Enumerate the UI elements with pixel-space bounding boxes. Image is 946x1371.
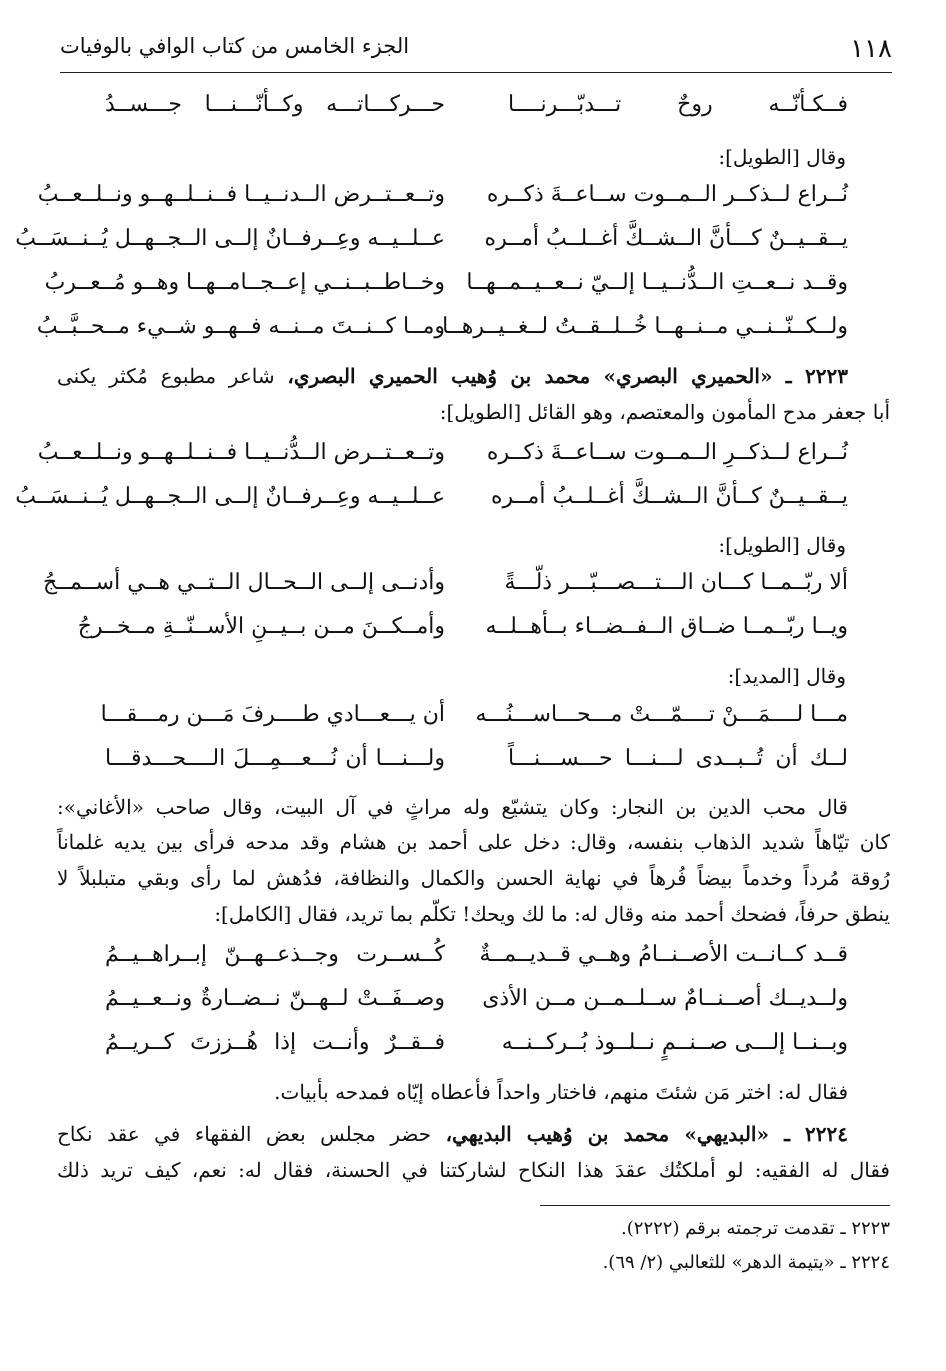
verse-line xyxy=(105,942,848,982)
verse-first-hemistich: فــكـأنّــه روحٌ تـــدبّـــرنــــا xyxy=(508,92,848,117)
verse-first-hemistich: ولــديــك أصــنــامٌ ســلــمــن مــن الأذى xyxy=(482,986,848,1011)
verse-first-hemistich: نُــراع لــذكــرِ الــمــوت ســاعــةَ ذكــره xyxy=(486,440,848,465)
verse-line xyxy=(105,92,848,132)
verse-first-hemistich: قــد كــانــت الأصــنــامُ وهــي قــديــمــةٌ xyxy=(479,942,848,967)
verse-second-hemistich: فــقــرٌ وأنــت إذا هُــززتَ كــريــمُ xyxy=(105,1030,445,1055)
verse-second-hemistich: حـــركـــاتـــه وكــأنّـــنـــا جـــســدُ xyxy=(105,92,445,117)
header-rule xyxy=(60,72,892,73)
verse-second-hemistich: وأمــكــنَ مــن بــيــنِ الأســنّــةِ مــخــرجُ xyxy=(77,614,445,639)
verse-line xyxy=(42,570,848,610)
verse-line xyxy=(15,226,848,266)
verse-line xyxy=(77,614,848,654)
verse-second-hemistich: كُــســرت وجــذعــهــنّ إبــراهــيــمُ xyxy=(105,942,445,967)
verse-line xyxy=(105,1030,848,1070)
page-header xyxy=(60,34,892,68)
meter-label: وقال [الطويل]: xyxy=(718,145,846,169)
prose-line: فقال له: اختر مَن شئتَ منهم، فاختار واحداً فأعطاه إيّاه فمدحه بأبيات. xyxy=(274,1080,848,1104)
verse-second-hemistich: أن يـــعـــادي طــــرفَ مَـــن رمـــقـــا xyxy=(100,702,445,727)
verse-first-hemistich: وقــد نــعــتِ الــدُّنــيــا إلــيّ نــعــيــمــهــا xyxy=(466,270,848,295)
prose-line: رُوقة مُرداً وخدماً بيضاً فُرهاً في نهاية الحسن والكمال والنظافة، فدُهش لما رأى وبقي متبلبلاً لا xyxy=(57,866,890,890)
verse-second-hemistich: عــلــيــه وعِــرفــانٌ إلــى الــجــهــل يُــنــسَــبُ xyxy=(15,226,445,251)
verse-second-hemistich: عــلــيــه وعِــرفــانٌ إلــى الــجــهــل يُــنــسَــبُ xyxy=(15,484,445,509)
footnote-2224: ٢٢٢٤ ـ «يتيمة الدهر» للثعالبي (٢/ ٦٩). xyxy=(602,1252,890,1273)
verse-first-hemistich: يــقــيــنٌ كـــأنَّ الــشــكَّ أغــلــبُ أمــره xyxy=(484,226,848,251)
verse-second-hemistich: ومــا كــنــتَ مــنــه فــهــو شــيء مــحــبَّــبُ xyxy=(36,314,445,339)
entry-2224-line: فقال له الفقيه: لو أملكتُك عقدَ هذا النكاح لشاركتنا في الحسنة، فقال له: نعم، كيف تريد ذلك xyxy=(57,1158,890,1182)
page-number: ١١٨ xyxy=(850,34,892,64)
verse-first-hemistich: لــك أن تُــبــدى لـــنـــا حـــســـنـــاً xyxy=(508,746,848,771)
verse-first-hemistich: نُــراع لــذكــر الــمــوت ســاعــةَ ذكــره xyxy=(486,182,848,207)
verse-first-hemistich: ويــا ربّــمــا ضــاق الــفــضــاء بــأهــلــه xyxy=(485,614,848,639)
verse-line xyxy=(44,270,848,310)
verse-second-hemistich: وتــعــتــرض الــدنــيــا فــنــلــهــو ونــلــعــبُ xyxy=(37,182,445,207)
verse-second-hemistich: وتــعــتــرض الــدُّنــيــا فــنــلــهــو ونــلــعــبُ xyxy=(37,440,445,465)
entry-2223-heading-rest: شاعر مطبوع مُكثر يكنى xyxy=(57,364,288,388)
verse-first-hemistich: ولــكــنّــنــي مــنــهــا خُــلــقــتُ لــغــيــرهــا xyxy=(442,314,848,339)
prose-line: كان تيّاهاً شديد الذهاب بنفسه، وقال: دخل على أحمد بن هشام وقد مدحه فرأى بين يديه غلماناً xyxy=(57,830,890,854)
prose-line: ينطق حرفاً، فضحك أحمد منه وقال له: ما لك ويحك! تكلّم بما تريد، فقال [الكامل]: xyxy=(214,902,890,926)
verse-first-hemistich: يــقــيــنٌ كــأنَّ الــشــكَّ أغــلــبُ أمــره xyxy=(490,484,848,509)
entry-2224-heading: ٢٢٢٤ ـ «البديهي» محمد بن وُهيب البديهي، xyxy=(445,1122,848,1146)
meter-label: وقال [المديد]: xyxy=(727,664,846,688)
verse-first-hemistich: وبــنــا إلـــى صــنــمٍ نــلــوذ بُــركــنــه xyxy=(501,1030,848,1055)
verse-second-hemistich: وصــفَــتْ لــهــنّ نــضــارةٌ ونــعــيــمُ xyxy=(105,986,445,1011)
verse-line xyxy=(105,746,848,786)
verse-first-hemistich: ألا ربّــمــا كـــان الـــتـــصـــبّـــر ذلّـــةً xyxy=(504,570,848,595)
verse-line xyxy=(105,986,848,1026)
footnote-2223: ٢٢٢٣ ـ تقدمت ترجمته برقم (٢٢٢٢). xyxy=(621,1218,890,1239)
entry-2223-heading: ٢٢٢٣ ـ «الحميري البصري» محمد بن وُهيب الحميري البصري، xyxy=(287,364,848,388)
verse-second-hemistich: ولـــنـــا أن نُـــعـــمِـــلَ الــــحـــدقـــا xyxy=(105,746,445,771)
verse-first-hemistich: مـــا لــــمَـــنْ تــــمّـــتْ مـــحـــاســـنُـــه xyxy=(475,702,848,727)
meter-label: وقال [الطويل]: xyxy=(718,533,846,557)
entry-2224-heading-line xyxy=(57,1122,848,1146)
entry-2223-heading-line xyxy=(57,364,848,388)
verse-second-hemistich: وخــاطــبــنــي إعــجــامــهــا وهــو مُــعــربُ xyxy=(44,270,445,295)
verse-line xyxy=(37,440,848,480)
running-title: الجزء الخامس من كتاب الوافي بالوفيات xyxy=(60,34,410,58)
verse-line xyxy=(15,484,848,524)
entry-2224-heading-rest: حضر مجلس بعض الفقهاء في عقد نكاح xyxy=(57,1122,446,1146)
verse-line xyxy=(100,702,848,742)
entry-2223-line: أبا جعفر مدح المأمون والمعتصم، وهو القائل [الطويل]: xyxy=(439,400,890,424)
verse-line xyxy=(36,314,848,354)
prose-line: قال محب الدين بن النجار: وكان يتشيّع وله مراثٍ في آل البيت، وقال صاحب «الأغاني»: xyxy=(57,795,848,819)
verse-second-hemistich: وأدنــى إلــى الــحــال الــتــي هــي أســمــجُ xyxy=(42,570,445,595)
footnote-rule xyxy=(540,1205,890,1206)
verse-line xyxy=(37,182,848,222)
